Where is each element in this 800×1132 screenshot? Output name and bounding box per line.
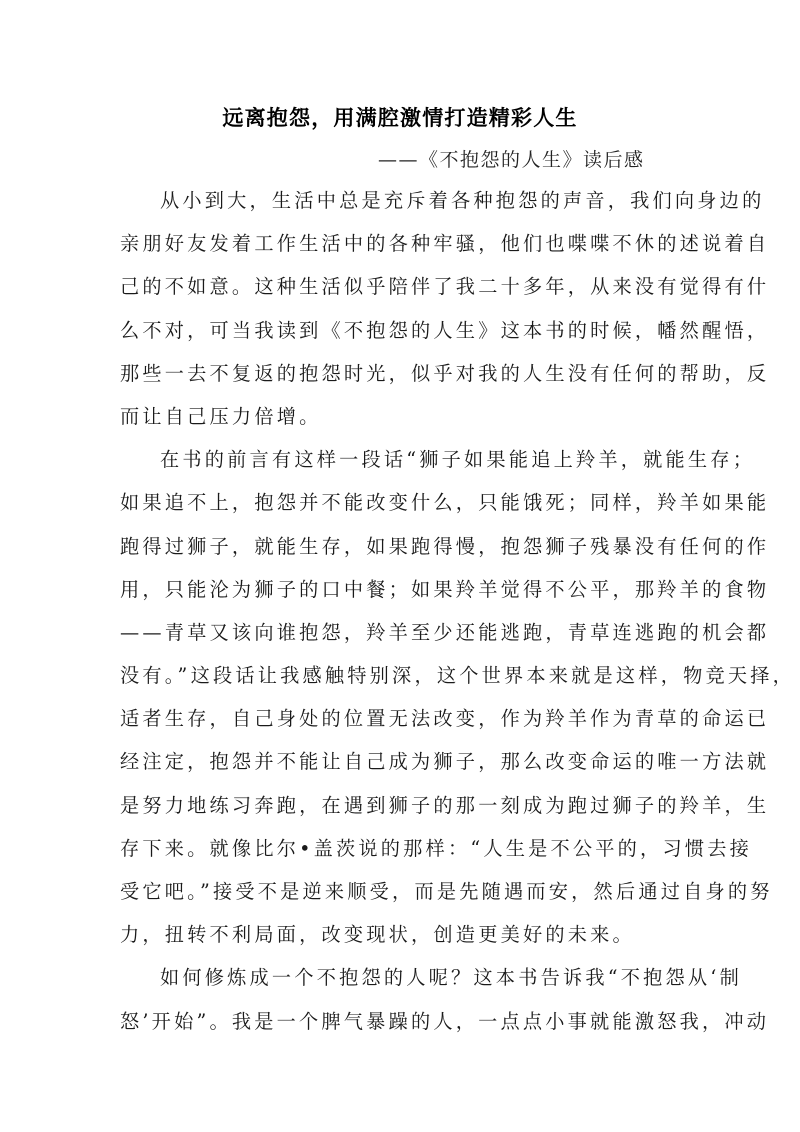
- text-line: 亲朋好友发着工作生活中的各种牢骚，他们也喋喋不休的述说着自: [120, 232, 770, 256]
- text-line: 受它吧。”接受不是逆来顺受，而是先随遇而安，然后通过自身的努: [120, 880, 773, 903]
- document-body: [120, 186, 796, 1050]
- text-line: 经注定，抱怨并不能让自己成为狮子，那么改变命运的唯一方法就: [120, 750, 770, 774]
- text-line: ——青草又该向谁抱怨，羚羊至少还能逃跑，青草连逃跑的机会都: [120, 620, 770, 644]
- document-title: 远离抱怨，用满腔激情打造精彩人生: [222, 106, 578, 130]
- text-line: 己的不如意。这种生活似乎陪伴了我二十多年，从来没有觉得有什: [120, 275, 770, 299]
- text-line: 跑得过狮子，就能生存，如果跑得慢，抱怨狮子残暴没有任何的作: [120, 534, 770, 558]
- text-line: 从小到大，生活中总是充斥着各种抱怨的声音，我们向身边的: [160, 189, 765, 212]
- text-line: 怒’开始”。我是一个脾气暴躁的人，一点点小事就能激怒我，冲动: [120, 1009, 770, 1033]
- text-line: 而让自己压力倍增。: [120, 404, 322, 428]
- text-line: 力，扭转不利局面，改变现状，创造更美好的未来。: [120, 923, 635, 947]
- text-line: 如果追不上，抱怨并不能改变什么，只能饿死；同样，羚羊如果能: [120, 491, 770, 515]
- text-line: 那些一去不复返的抱怨时光，似乎对我的人生没有任何的帮助，反: [120, 361, 770, 385]
- text-line: 用，只能沦为狮子的口中餐；如果羚羊觉得不公平，那羚羊的食物: [120, 577, 770, 601]
- text-line: 是努力地练习奔跑，在遇到狮子的那一刻成为跑过狮子的羚羊，生: [120, 793, 770, 817]
- text-line: 适者生存，自己身处的位置无法改变，作为羚羊作为青草的命运已: [120, 707, 770, 731]
- text-line: 存下来。就像比尔•盖茨说的那样：“人生是不公平的，习惯去接: [120, 836, 752, 860]
- text-line: 在书的前言有这样一段话“狮子如果能追上羚羊，就能生存；: [160, 448, 756, 472]
- text-line: 么不对，可当我读到《不抱怨的人生》这本书的时候，幡然醒悟，: [120, 318, 770, 342]
- document-subtitle: ——《不抱怨的人生》读后感: [378, 149, 645, 171]
- text-line: 如何修炼成一个不抱怨的人呢？这本书告诉我“不抱怨从‘制: [160, 966, 742, 990]
- text-line: 没有。”这段话让我感触特别深，这个世界本来就是这样，物竞天择，: [120, 664, 796, 688]
